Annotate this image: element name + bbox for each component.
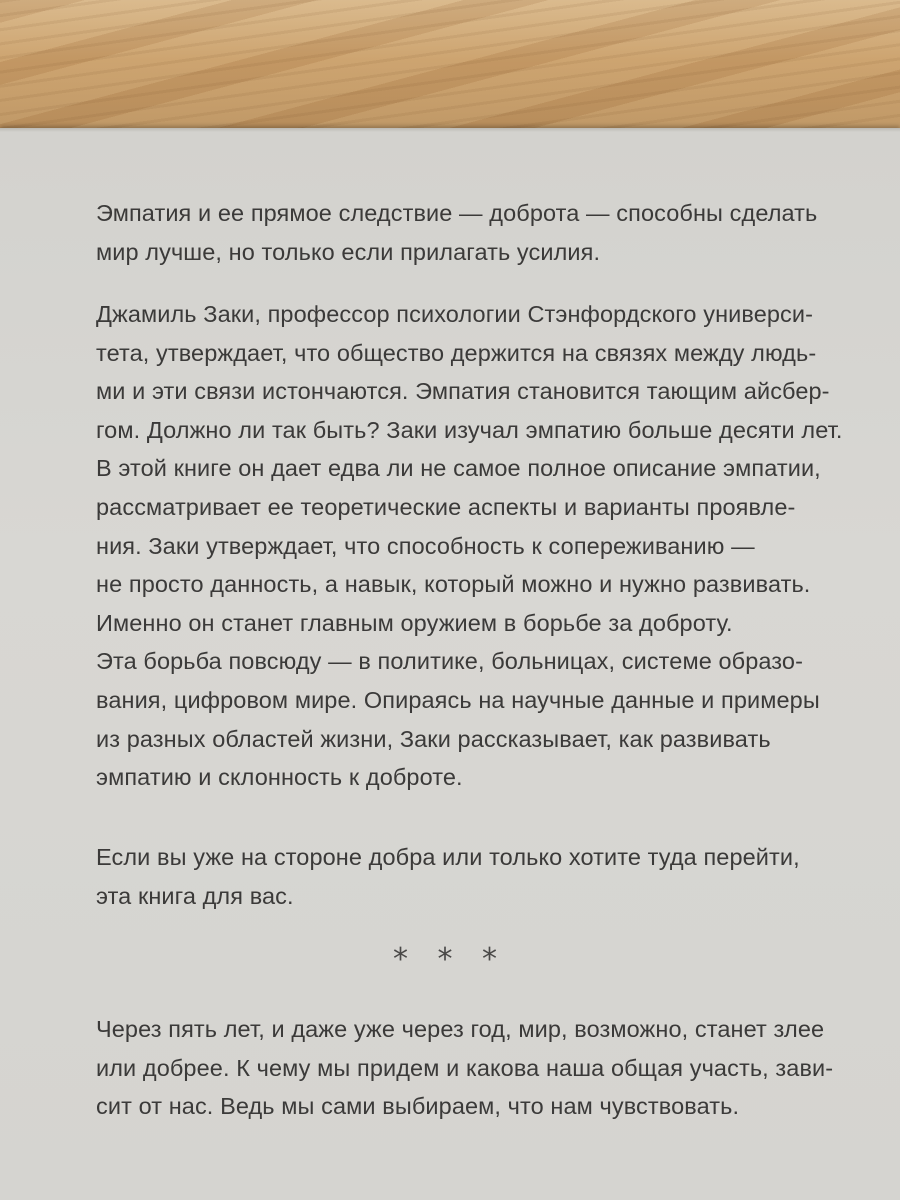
- text-line: Эмпатия и ее прямое следствие — доброта — способны сделать: [96, 200, 818, 226]
- page-edge: [0, 128, 900, 132]
- text-line: сит от нас. Ведь мы сами выбираем, что нам чувствовать.: [96, 1093, 740, 1120]
- text-line: из разных областей жизни, Заки рассказывает, как развивать: [96, 725, 771, 752]
- text-line: эмпатию и склонность к доброте.: [96, 764, 463, 791]
- text-line: не просто данность, а навык, который можно и нужно развивать.: [96, 571, 811, 598]
- text-line: или добрее. К чему мы придем и какова наша общая участь, зави-: [96, 1054, 834, 1081]
- text-line: Эта борьба повсюду — в политике, больницах, системе образо-: [96, 648, 804, 675]
- paragraph-description: [96, 295, 843, 797]
- paragraph-audience: [96, 838, 836, 915]
- text-line: вания, цифровом мире. Опираясь на научные данные и примеры: [96, 686, 820, 713]
- text-line: Именно он станет главным оружием в борьбе за доброту.: [96, 609, 733, 636]
- text-line: гом. Должно ли так быть? Заки изучал эмпатию больше десяти лет.: [96, 416, 843, 443]
- paragraph-closing: [96, 1010, 836, 1126]
- text-line: Джамиль Заки, профессор психологии Стэнфордского универси-: [96, 301, 814, 327]
- text-line: мир лучше, но только если прилагать усилия.: [96, 238, 601, 265]
- section-separator: * * *: [392, 942, 508, 977]
- text-line: ми и эти связи истончаются. Эмпатия становится тающим айсбер-: [96, 378, 830, 405]
- text-line: Если вы уже на стороне добра или только хотите туда перейти,: [96, 844, 800, 870]
- paragraph-intro: [96, 194, 836, 271]
- text-line: В этой книге он дает едва ли не самое полное описание эмпатии,: [96, 455, 821, 482]
- text-line: тета, утверждает, что общество держится на связях между людь-: [96, 339, 817, 366]
- text-line: ния. Заки утверждает, что способность к сопереживанию —: [96, 532, 755, 559]
- text-line: рассматривает ее теоретические аспекты и варианты проявле-: [96, 493, 796, 520]
- text-line: эта книга для вас.: [96, 882, 294, 909]
- text-line: Через пять лет, и даже уже через год, мир, возможно, станет злее: [96, 1016, 825, 1042]
